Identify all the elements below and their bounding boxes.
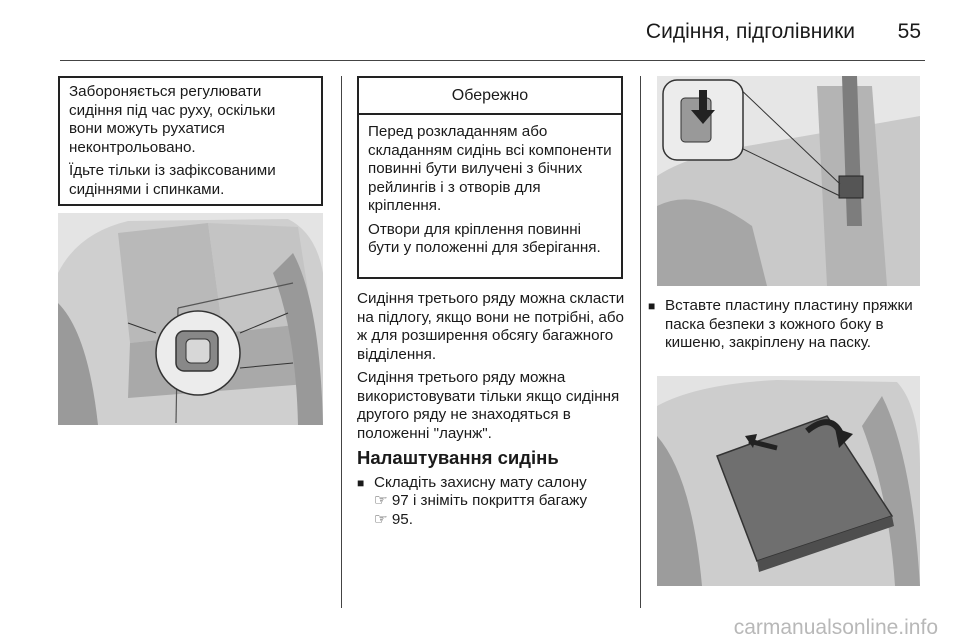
belt-buckle-drawing [657, 76, 920, 286]
trunk-floor-loop-illustration [58, 213, 323, 425]
page-number: 55 [897, 20, 921, 43]
caution-title: Обережно [359, 78, 621, 115]
trunk-panel-drawing [657, 376, 920, 586]
warning-paragraph: Забороняється регулювати сидіння під час руху, оскільки вони можуть рухатися неконтрольовано. [69, 83, 276, 156]
column2-body [357, 290, 627, 529]
page-title: Сидіння, підголівники [645, 20, 855, 43]
caution-body [359, 115, 621, 258]
trunk-floor-loop-drawing [58, 213, 323, 425]
belt-buckle-illustration [657, 76, 920, 286]
warning-paragraph: Їдьте тільки із зафіксованими сидіннями і спинками. [69, 162, 276, 198]
instruction-list [648, 297, 923, 353]
section-title: Налаштування сидінь [357, 447, 559, 468]
instruction-line: Складіть захисну мату салону [374, 473, 587, 491]
body-paragraph: Сидіння третього ряду можна скласти на підлогу, якщо вони не потрібні, або ж для розширення обсягу багажного відділення. [357, 290, 625, 363]
instruction-list [357, 474, 627, 530]
body-paragraph: Сидіння третього ряду можна використовувати тільки якщо сидіння другого ряду не знаходяться в положенні "лаунж". [357, 369, 620, 442]
instruction-item: ■ Вставте пластину пластину пряжки паска безпеки з кожного боку в кишеню, закріплену на паску. [648, 297, 923, 353]
instruction-item [357, 474, 627, 530]
header-divider [60, 60, 925, 61]
caution-paragraph: Отвори для кріплення повинні бути у положенні для зберігання. [368, 220, 601, 256]
column3-instructions [648, 297, 923, 353]
column-divider-left [341, 76, 342, 608]
watermark: carmanualsonline.info [733, 616, 938, 639]
caution-box [357, 76, 623, 279]
column-divider-right [640, 76, 641, 608]
trunk-panel-illustration [657, 376, 920, 586]
page-header [60, 14, 925, 54]
caution-paragraph: Перед розкладанням або складанням сидінь всі компоненти повинні бути вилучені з бічних рейлингів і з отворів для кріплення. [368, 123, 612, 214]
page-reference-link[interactable]: ☞ 97 і зніміть покриття багажу [374, 492, 588, 509]
page-reference-link[interactable]: ☞ 95. [374, 510, 413, 528]
warning-box [58, 76, 323, 206]
